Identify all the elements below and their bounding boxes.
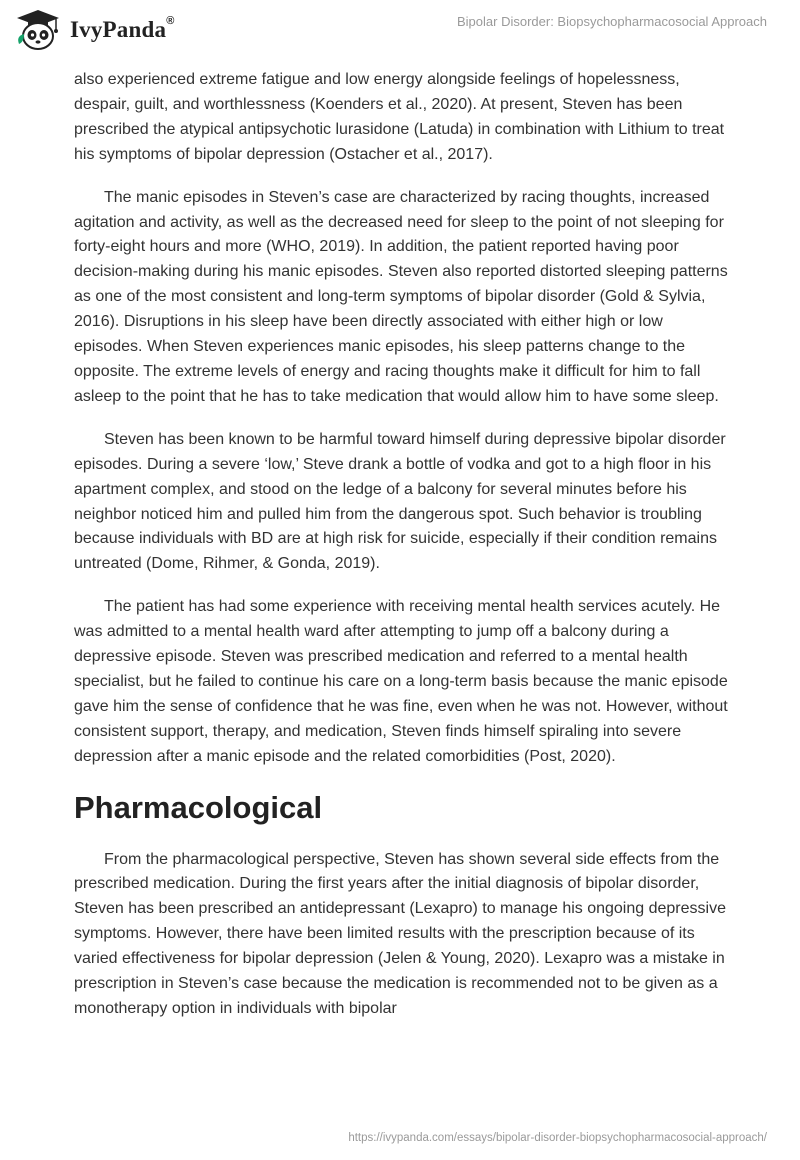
source-url[interactable]: https://ivypanda.com/essays/bipolar-disorder-biopsychopharmacosocial-approach/ [348, 1132, 767, 1144]
brand-name [70, 17, 175, 43]
document-title: Bipolar Disorder: Biopsychopharmacosocial Approach [457, 14, 767, 29]
paragraph-1: also experienced extreme fatigue and low energy alongside feelings of hopelessness, despair, guilt, and worthlessness (Koenders et al., 2020). At present, Steven has been prescribed the atypical antipsychotic lurasidone (Latuda) in combination with Lithium to treat his symptoms of bipolar depression (Ostacher et al., 2017). [74, 71, 725, 163]
page-header [0, 0, 800, 70]
ivypanda-logo[interactable] [14, 8, 175, 52]
brand-text: IvyPanda [70, 17, 167, 42]
section-heading-pharmacological: Pharmacological [74, 789, 323, 825]
essay-body [74, 68, 734, 1040]
paragraph-3: Steven has been known to be harmful toward himself during depressive bipolar disorder episodes. During a severe ‘low,’ Steve drank a bottle of vodka and got to a high floor in his apartment complex, and stood on the ledge of a balcony for several minutes before his neighbor noticed him and pulled him from the dangerous spot. Such behavior is troubling because individuals with BD are at high risk for suicide, especially if their condition remains untreated (Dome, Rihmer, & Gonda, 2019). [74, 430, 726, 573]
paragraph-2: The manic episodes in Steven’s case are characterized by racing thoughts, increased agitation and activity, as well as the decreased need for sleep to the point of not sleeping for forty-eight hours and more (WHO, 2019). In addition, the patient reported having poor decision-making during his manic episodes. Steven also reported distorted sleeping patterns as one of the most consistent and long-term symptoms of bipolar disorder (Gold & Sylvia, 2016). Disruptions in his sleep have been directly associated with either high or low episodes. When Steven experiences manic episodes, his sleep patterns change to the opposite. The extreme levels of energy and racing thoughts make it difficult for him to fall asleep to the point that he has to take medication that would allow him to have some sleep. [74, 188, 728, 405]
paragraph-4: The patient has had some experience with receiving mental health services acutely. He was admitted to a mental health ward after attempting to jump off a balcony during a depressive episode. Steven was prescribed medication and referred to a mental health specialist, but he failed to continue his care on a long-term basis because the manic episode gave him the sense of confidence that he was fine, even when he was not. However, without consistent support, therapy, and medication, Steven finds himself spiraling into severe depression after a manic episode and the related comorbidities (Post, 2020). [74, 598, 728, 765]
panda-mascot-icon [14, 8, 62, 52]
registered-mark: ® [166, 15, 175, 27]
paragraph-5: From the pharmacological perspective, Steven has shown several side effects from the prescribed medication. During the first years after the initial diagnosis of bipolar disorder, Steven has been prescribed an antidepressant (Lexapro) to manage his ongoing depressive symptoms. However, there have been limited results with the prescription because of its varied effectiveness for bipolar depression (Jelen & Young, 2020). Lexapro was a mistake in prescription in Steven’s case because the medication is recommended not to be given as a monotherapy option in individuals with bipolar [74, 850, 726, 1017]
